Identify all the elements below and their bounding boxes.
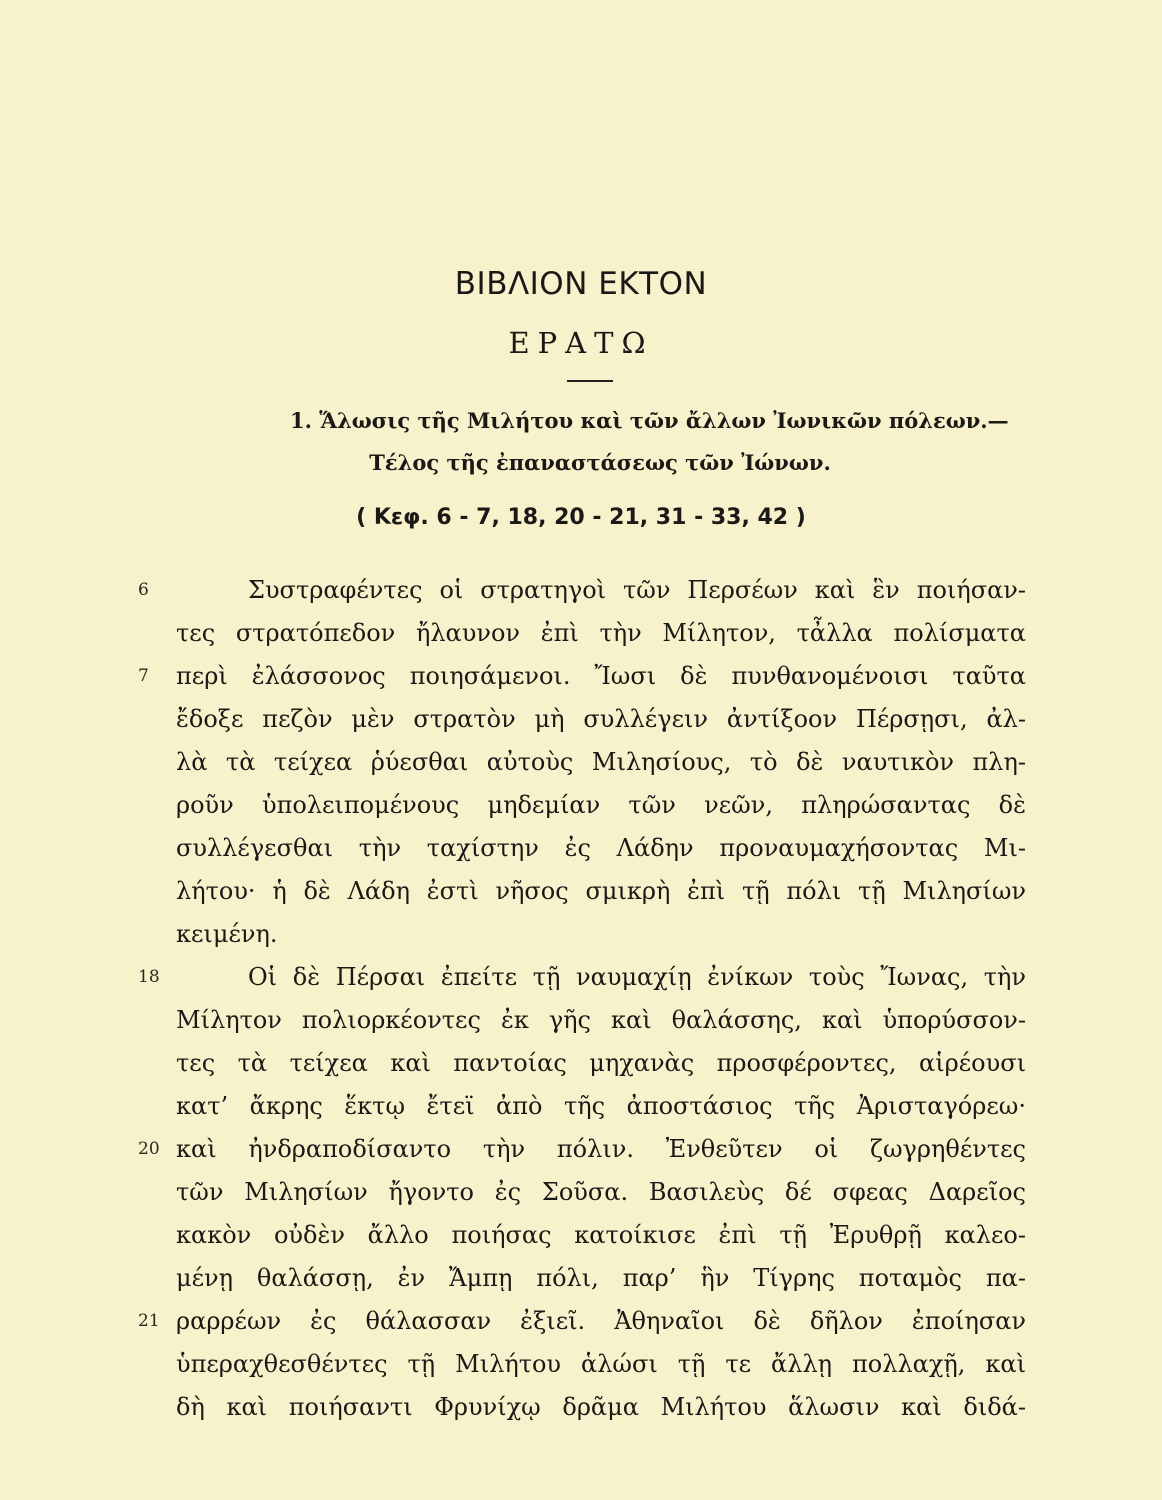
- text-line-content: συλλέγεσθαι τὴν ταχίστην ἐς Λάδην προναυμαχήσοντας Μι-: [176, 834, 1026, 862]
- text-line-content: ραρρέων ἐς θάλασσαν ἐξιεῖ. Ἀθηναῖοι δὲ δῆλον ἐποίησαν: [176, 1307, 1026, 1335]
- text-line-content: τες στρατόπεδον ἤλαυνον ἐπὶ τὴν Μίλητον, τἆλλα πολίσματα: [176, 619, 1026, 647]
- text-line: [176, 870, 1026, 913]
- section-heading-line-1: 1. Ἅλωσις τῆς Μιλήτου καὶ τῶν ἄλλων Ἰωνικῶν πόλεων.—: [290, 408, 1009, 433]
- chapter-margin-number: 7: [138, 666, 149, 686]
- text-line-content: κακὸν οὐδὲν ἄλλο ποιήσας κατοίκισε ἐπὶ τῇ Ἐρυθρῇ καλεο-: [176, 1221, 1026, 1249]
- text-line-content: λήτου· ἡ δὲ Λάδη ἐστὶ νῆσος σμικρὴ ἐπὶ τῇ πόλι τῇ Μιλησίων: [176, 877, 1026, 905]
- text-line-content: λὰ τὰ τείχεα ῥύεσθαι αὐτοὺς Μιλησίους, τὸ δὲ ναυτικὸν πλη-: [176, 748, 1026, 776]
- text-line: [138, 655, 1026, 698]
- chapter-references: ( Κεφ. 6 - 7, 18, 20 - 21, 31 - 33, 42 ): [356, 505, 806, 530]
- chapter-margin-number: 18: [138, 967, 160, 987]
- text-line: [176, 999, 1026, 1042]
- text-line: [176, 1085, 1026, 1128]
- chapter-margin-number: 21: [138, 1311, 160, 1331]
- text-line: [176, 1386, 1026, 1429]
- text-line-content: δὴ καὶ ποιήσαντι Φρυνίχῳ δρᾶμα Μιλήτου ἅλωσιν καὶ διδά-: [176, 1393, 1026, 1421]
- text-line: [176, 913, 1026, 956]
- text-line-content: τῶν Μιλησίων ἤγοντο ἐς Σοῦσα. Βασιλεὺς δέ σφεας Δαρεῖος: [176, 1178, 1026, 1206]
- title-divider: [567, 380, 613, 382]
- text-line: [138, 569, 1026, 612]
- text-line: [176, 698, 1026, 741]
- text-line-content: ροῦν ὑπολειπομένους μηδεμίαν τῶν νεῶν, πληρώσαντας δὲ: [176, 791, 1026, 819]
- text-line: [176, 1214, 1026, 1257]
- text-line: [176, 1343, 1026, 1386]
- book-title: ΒΙΒΛΙΟΝ ΕΚΤΟΝ: [454, 266, 708, 302]
- section-heading: [290, 400, 1009, 484]
- text-line: [176, 827, 1026, 870]
- text-line-content: Συστραφέντες οἱ στρατηγοὶ τῶν Περσέων καὶ ἓν ποιήσαν-: [248, 576, 1026, 604]
- muse-title: ΕΡΑΤΩ: [508, 326, 654, 360]
- text-line-content: περὶ ἐλάσσονος ποιησάμενοι. Ἴωσι δὲ πυνθανομένοισι ταῦτα: [176, 662, 1026, 690]
- text-line-content: κατ’ ἄκρης ἕκτῳ ἔτεϊ ἀπὸ τῆς ἀποστάσιος τῆς Ἀρισταγόρεω·: [176, 1092, 1026, 1120]
- text-line-content: τες τὰ τείχεα καὶ παντοίας μηχανὰς προσφέροντες, αἱρέουσι: [176, 1049, 1026, 1077]
- section-heading-line-2: Τέλος τῆς ἐπαναστάσεως τῶν Ἰώνων.: [369, 450, 831, 475]
- text-line: [176, 1171, 1026, 1214]
- text-line-content: ἔδοξε πεζὸν μὲν στρατὸν μὴ συλλέγειν ἀντίξοον Πέρσῃσι, ἀλ-: [176, 705, 1026, 733]
- chapter-margin-number: 20: [138, 1139, 160, 1159]
- text-line-content: ὑπεραχθεσθέντες τῇ Μιλήτου ἁλώσι τῇ τε ἄλλῃ πολλαχῇ, καὶ: [176, 1350, 1026, 1378]
- text-line: [138, 1300, 1026, 1343]
- text-line: [176, 1042, 1026, 1085]
- text-line: [138, 956, 1026, 999]
- text-line-content: Οἱ δὲ Πέρσαι ἐπείτε τῇ ναυμαχίῃ ἐνίκων τοὺς Ἴωνας, τὴν: [248, 963, 1026, 991]
- text-line-content: κειμένη.: [176, 920, 278, 948]
- text-line: [176, 741, 1026, 784]
- text-line: [176, 612, 1026, 655]
- text-line: [176, 1257, 1026, 1300]
- text-line-content: μένῃ θαλάσσῃ, ἐν Ἄμπῃ πόλι, παρ’ ἣν Τίγρης ποταμὸς πα-: [176, 1264, 1026, 1292]
- chapter-margin-number: 6: [138, 580, 149, 600]
- greek-text-block: [138, 569, 1026, 1429]
- text-line: [176, 784, 1026, 827]
- text-line-content: καὶ ἠνδραποδίσαντο τὴν πόλιν. Ἐνθεῦτεν οἱ ζωγρηθέντες: [176, 1135, 1026, 1163]
- text-line: [138, 1128, 1026, 1171]
- text-line-content: Μίλητον πολιορκέοντες ἐκ γῆς καὶ θαλάσσης, καὶ ὑπορύσσον-: [176, 1006, 1026, 1034]
